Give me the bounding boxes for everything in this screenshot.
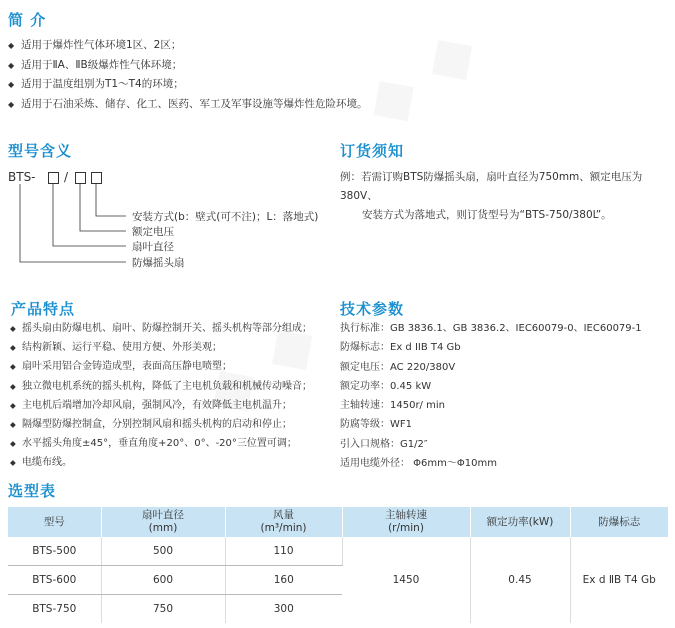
- spec-item: 适用电缆外径： Φ6mm～Φ10mm: [340, 458, 497, 470]
- cell-diameter: 600: [101, 566, 225, 595]
- cell-speed: 1450: [342, 537, 470, 623]
- cell-model: BTS-600: [8, 566, 101, 595]
- table-row: [8, 537, 668, 566]
- diamond-bullet-icon: ◆: [10, 324, 16, 333]
- spec-item: 额定电压：AC 220/380V: [340, 361, 456, 373]
- diamond-bullet-icon: ◆: [10, 381, 16, 391]
- col-header-airflow: 风量 (m³/min): [225, 507, 342, 537]
- features-list: [10, 319, 312, 473]
- order-text: [340, 168, 675, 225]
- specs-list: [340, 319, 642, 473]
- spec-item: 防腐等级：WF1: [340, 419, 413, 431]
- model-code: BTS-: [8, 170, 36, 184]
- model-label-fan: 防爆摇头扇: [132, 257, 185, 269]
- table-header-row: [8, 507, 668, 537]
- intro-heading: 简 介: [8, 11, 47, 29]
- order-line-2: 安装方式为落地式，则订货型号为“BTS-750/380L”。: [362, 209, 612, 221]
- diamond-bullet-icon: ◆: [10, 439, 16, 449]
- diamond-bullet-icon: ◆: [8, 41, 15, 50]
- cell-model: BTS-500: [8, 537, 101, 566]
- list-item: ◆ 结构新颖、运行平稳、使用方便、外形美观；: [10, 338, 312, 357]
- features-heading: 产品特点: [11, 300, 76, 318]
- cell-airflow: 110: [225, 537, 342, 566]
- diamond-bullet-icon: ◆: [8, 80, 15, 89]
- col-header-mark: 防爆标志: [570, 507, 668, 537]
- spec-item: 主轴转速：1450r/ min: [340, 400, 445, 412]
- col-header-model: 型号: [8, 507, 101, 537]
- diamond-bullet-icon: ◆: [10, 419, 16, 429]
- selection-heading: 选型表: [8, 482, 57, 500]
- spec-item: 防爆标志：Ex d IIB T4 Gb: [340, 342, 461, 354]
- col-header-diameter: 扇叶直径 (mm): [101, 507, 225, 537]
- model-label-diameter: 扇叶直径: [132, 241, 174, 253]
- spec-item: 引入口规格：G1/2″: [340, 438, 428, 450]
- list-item: ◆ 电缆布线。: [10, 453, 312, 472]
- list-item: ◆ 摇头扇由防爆电机、扇叶、防爆控制开关、摇头机构等部分组成；: [10, 319, 312, 338]
- cell-diameter: 500: [101, 537, 225, 566]
- list-item: ◆ 独立微电机系统的摇头机构，降低了主电机负载和机械传动噪音；: [10, 377, 312, 396]
- model-label-voltage: 额定电压: [132, 226, 174, 238]
- list-item: ◆ 扇叶采用铝合金铸造成型，表面高压静电喷塑；: [10, 357, 312, 376]
- list-item: ◆ 主电机后端增加冷却风扇，强制风冷，有效降低主电机温升；: [10, 396, 312, 415]
- list-item: ◆ 适用于爆炸性气体环境1区、2区；: [8, 36, 368, 56]
- col-header-speed: 主轴转速 (r/min): [342, 507, 470, 537]
- list-item: ◆ 适用于石油采炼、储存、化工、医药、军工及军事设施等爆炸性危险环境。: [8, 95, 368, 115]
- cell-model: BTS-750: [8, 595, 101, 624]
- spec-item: 额定功率：0.45 kW: [340, 380, 432, 392]
- model-heading: 型号含义: [8, 142, 73, 160]
- diamond-bullet-icon: ◆: [10, 362, 16, 372]
- cell-diameter: 750: [101, 595, 225, 624]
- order-line-1: 例：若需订购BTS防爆摇头扇，扇叶直径为750mm、额定电压为380V、: [340, 171, 643, 202]
- selection-table: [8, 507, 668, 623]
- diamond-bullet-icon: ◆: [10, 343, 16, 353]
- specs-heading: 技术参数: [340, 300, 405, 318]
- cell-power: 0.45: [470, 537, 570, 623]
- list-item: ◆ 水平摇头角度±45°，垂直角度+20°、0°、-20°三位置可调；: [10, 434, 312, 453]
- list-item: ◆ 适用于温度组别为T1～T4的环境；: [8, 75, 368, 95]
- diamond-bullet-icon: ◆: [10, 400, 16, 410]
- cell-airflow: 160: [225, 566, 342, 595]
- list-item: ◆ 隔爆型防爆控制盒，分别控制风扇和摇头机构的启动和停止；: [10, 415, 312, 434]
- col-header-power: 额定功率(kW): [470, 507, 570, 537]
- list-item: ◆ 适用于ⅡA、ⅡB级爆炸性气体环境；: [8, 56, 368, 76]
- cell-mark: Ex d ⅡB T4 Gb: [582, 574, 656, 586]
- diamond-bullet-icon: ◆: [10, 458, 16, 468]
- diamond-bullet-icon: ◆: [8, 99, 15, 109]
- diamond-bullet-icon: ◆: [8, 60, 15, 70]
- model-label-install: 安装方式(b：壁式(可不注)；L：落地式): [132, 211, 319, 223]
- order-heading: 订货须知: [340, 142, 405, 160]
- code-separator: /: [64, 170, 69, 184]
- spec-item: 执行标准：GB 3836.1、GB 3836.2、IEC60079-0、IEC60079-1: [340, 323, 642, 334]
- cell-airflow: 300: [273, 603, 294, 615]
